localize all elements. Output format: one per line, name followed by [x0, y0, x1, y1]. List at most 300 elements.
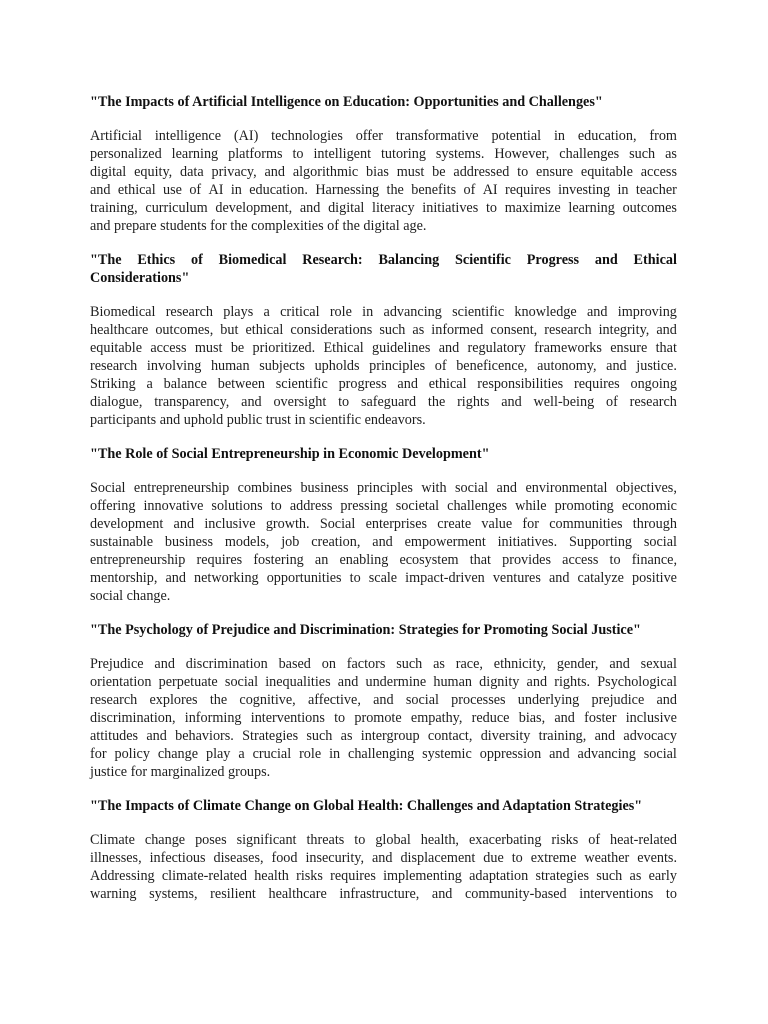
word: innovative: [143, 498, 204, 514]
word: in: [362, 304, 374, 320]
word: knowledge: [514, 304, 577, 320]
word: Balancing: [378, 252, 440, 268]
word: discrimination,: [90, 710, 176, 726]
word: advancing: [383, 304, 442, 320]
word: race,: [455, 656, 483, 672]
word: and: [173, 516, 195, 532]
word: dialogue,: [90, 394, 143, 410]
text-line: participants and uphold public trust in scientific endeavors.: [90, 412, 426, 428]
word: Harnessing: [315, 182, 380, 198]
word: such: [629, 146, 656, 162]
word: justice.: [636, 358, 677, 374]
word: benefits: [411, 182, 457, 198]
word: scientific: [275, 376, 328, 392]
word: potential: [491, 128, 542, 144]
word: perpetuate: [158, 674, 218, 690]
word: investing: [558, 182, 611, 198]
word: threats: [306, 832, 345, 848]
word: informing: [184, 710, 242, 726]
section-heading: [90, 621, 677, 639]
word: curriculum: [145, 200, 208, 216]
word: initiatives: [422, 200, 479, 216]
word: of: [606, 394, 618, 410]
word: subjects: [259, 358, 305, 374]
word: must: [194, 340, 223, 356]
word: equitable: [90, 340, 142, 356]
word: digital: [90, 164, 127, 180]
word: global: [375, 832, 411, 848]
word: requires: [196, 552, 243, 568]
text-line: [90, 145, 677, 163]
word: job: [281, 534, 300, 550]
text-line: [90, 709, 677, 727]
word: combines: [237, 480, 293, 496]
text-line: Considerations": [90, 270, 190, 286]
word: be: [230, 340, 245, 356]
word: equitable: [580, 164, 633, 180]
text-line: [90, 885, 677, 903]
word: underlying: [517, 692, 580, 708]
word: Striking: [90, 376, 136, 392]
text-line: "The Psychology of Prejudice and Discrimination: Strategies for Promoting Social Justice": [90, 622, 641, 638]
word: and: [609, 656, 630, 672]
word: processes: [451, 692, 506, 708]
word: fostering: [253, 552, 304, 568]
word: of: [434, 358, 447, 374]
word: address: [289, 498, 333, 514]
word: prejudice: [591, 692, 645, 708]
word: heat-related: [610, 832, 677, 848]
word: to: [334, 710, 346, 726]
word: oppression: [479, 746, 542, 762]
word: outcomes: [622, 200, 677, 216]
word: that: [469, 552, 491, 568]
word: research: [90, 692, 138, 708]
word: to: [270, 498, 282, 514]
word: systems,: [149, 886, 198, 902]
word: transformative: [395, 128, 479, 144]
word: ethical: [428, 376, 467, 392]
word: change: [157, 746, 199, 762]
text-line: [90, 339, 677, 357]
word: illnesses,: [90, 850, 142, 866]
section-heading: [90, 251, 677, 287]
word: requires: [330, 868, 376, 884]
word: impact-driven: [405, 570, 485, 586]
text-line: [90, 163, 677, 181]
section-heading: [90, 797, 677, 815]
word: change: [144, 832, 186, 848]
word: entrepreneurship: [90, 552, 186, 568]
text-line: [90, 515, 677, 533]
section-paragraph: [90, 303, 677, 429]
word: environmental: [525, 480, 608, 496]
word: such: [596, 868, 623, 884]
word: growth.: [265, 516, 310, 532]
word: challenges: [559, 146, 620, 162]
word: progress: [338, 376, 387, 392]
text-line: [90, 303, 677, 321]
word: enterprises: [365, 516, 428, 532]
word: sexual: [640, 656, 677, 672]
word: and: [431, 886, 453, 902]
word: learning: [171, 146, 219, 162]
word: be: [432, 164, 446, 180]
word: and: [501, 394, 522, 410]
word: promote: [354, 710, 402, 726]
section-paragraph: [90, 831, 677, 903]
word: of: [191, 252, 203, 268]
word: due: [483, 850, 504, 866]
word: diseases,: [213, 850, 264, 866]
word: teacher: [635, 182, 677, 198]
word: critical: [280, 304, 320, 320]
word: Biomedical: [218, 252, 287, 268]
word: inclusive: [625, 710, 677, 726]
word: Social: [319, 516, 356, 532]
word: Scientific: [455, 252, 511, 268]
word: behaviors.: [175, 728, 234, 744]
word: principles: [369, 358, 426, 374]
word: involving: [146, 358, 202, 374]
document-page: [90, 93, 677, 919]
text-line: [90, 127, 677, 145]
word: as: [433, 656, 445, 672]
essay-section: [90, 621, 677, 781]
word: ensure: [610, 340, 648, 356]
word: and: [606, 358, 627, 374]
word: gender,: [556, 656, 599, 672]
word: communities: [549, 516, 623, 532]
word: creation,: [311, 534, 361, 550]
word: and: [586, 304, 608, 320]
word: as: [340, 728, 353, 744]
word: value: [481, 516, 513, 532]
word: catalyze: [577, 570, 624, 586]
word: solutions: [211, 498, 263, 514]
word: Supporting: [568, 534, 633, 550]
word: reduce: [471, 710, 510, 726]
text-line: [90, 181, 677, 199]
word: community-based: [465, 886, 567, 902]
word: training,: [538, 728, 587, 744]
word: adaptation: [469, 868, 529, 884]
word: to: [511, 850, 523, 866]
text-line: [90, 655, 677, 673]
word: inclusive: [204, 516, 256, 532]
word: early: [648, 868, 677, 884]
word: beneficence,: [456, 358, 528, 374]
word: bias,: [518, 710, 546, 726]
word: bias: [366, 164, 389, 180]
word: models,: [224, 534, 270, 550]
word: and: [372, 534, 393, 550]
word: inequalities: [265, 674, 331, 690]
word: privacy,: [211, 164, 257, 180]
word: transparency,: [154, 394, 230, 410]
word: initiatives.: [497, 534, 558, 550]
word: research: [544, 322, 592, 338]
word: a: [146, 376, 153, 392]
word: diversity: [480, 728, 531, 744]
word: challenging: [348, 746, 415, 762]
word: autonomy,: [537, 358, 597, 374]
word: frameworks: [534, 340, 602, 356]
word: an: [314, 552, 329, 568]
word: ecosystem: [399, 552, 459, 568]
word: research: [629, 394, 677, 410]
word: in: [617, 182, 629, 198]
word: affective,: [307, 692, 361, 708]
word: implementing: [383, 868, 462, 884]
word: based: [278, 656, 311, 672]
word: must: [396, 164, 425, 180]
word: equity,: [134, 164, 173, 180]
word: training,: [90, 200, 138, 216]
text-line: [90, 393, 677, 411]
word: plays: [223, 304, 254, 320]
word: Psychological: [597, 674, 677, 690]
word: challenges: [447, 498, 508, 514]
text-line: [90, 831, 677, 849]
word: events.: [637, 850, 677, 866]
word: finance,: [631, 552, 677, 568]
word: while: [515, 498, 547, 514]
word: enabling: [339, 552, 389, 568]
word: and: [526, 674, 548, 690]
word: requires: [505, 182, 551, 198]
word: crucial: [252, 746, 292, 762]
word: platforms: [228, 146, 283, 162]
section-paragraph: [90, 479, 677, 605]
text-line: [90, 867, 677, 885]
word: digital: [328, 200, 365, 216]
word: addressed: [453, 164, 510, 180]
word: social: [643, 534, 677, 550]
word: to: [292, 146, 304, 162]
word: pressing: [340, 498, 388, 514]
word: and: [656, 692, 677, 708]
word: such: [379, 322, 406, 338]
word: social: [455, 480, 489, 496]
word: intelligence: [154, 128, 222, 144]
word: ongoing: [630, 376, 677, 392]
word: food: [271, 850, 298, 866]
word: Artificial: [90, 128, 142, 144]
word: warning: [90, 886, 137, 902]
word: to: [665, 886, 677, 902]
word: empowerment: [404, 534, 486, 550]
word: as: [412, 322, 425, 338]
word: displacement: [400, 850, 476, 866]
word: Climate: [90, 832, 135, 848]
word: healthcare: [268, 886, 327, 902]
word: ethical: [245, 322, 284, 338]
word: insecurity,: [305, 850, 365, 866]
word: play: [205, 746, 231, 762]
word: and: [337, 674, 359, 690]
word: integrity,: [598, 322, 650, 338]
essay-section: [90, 445, 677, 605]
text-line: [90, 691, 677, 709]
word: health: [254, 868, 289, 884]
word: Social: [90, 480, 126, 496]
text-line: "The Impacts of Climate Change on Global Health: Challenges and Adaptation Strategies": [90, 798, 643, 814]
word: informed: [431, 322, 484, 338]
word: (AI): [233, 128, 259, 144]
word: outcomes,: [155, 322, 214, 338]
text-line: [90, 251, 677, 269]
word: positive: [632, 570, 677, 586]
word: foster: [584, 710, 617, 726]
word: and: [241, 394, 262, 410]
word: provides: [502, 552, 551, 568]
word: technologies: [271, 128, 343, 144]
word: regulatory: [467, 340, 526, 356]
word: AI: [482, 182, 498, 198]
section-heading: [90, 93, 677, 111]
word: role: [329, 304, 352, 320]
word: extreme: [530, 850, 577, 866]
word: and: [549, 746, 570, 762]
word: responsibilities: [477, 376, 564, 392]
word: and: [264, 164, 285, 180]
word: poses: [195, 832, 227, 848]
text-line: social change.: [90, 588, 171, 604]
word: development: [90, 516, 164, 532]
word: that: [655, 340, 677, 356]
word: and: [154, 656, 175, 672]
word: contact,: [427, 728, 473, 744]
word: systems.: [435, 146, 485, 162]
word: risks: [551, 832, 579, 848]
word: policy: [114, 746, 150, 762]
word: role: [299, 746, 322, 762]
essay-section: [90, 797, 677, 903]
word: social: [405, 692, 439, 708]
word: access: [640, 164, 677, 180]
word: Ethical: [633, 252, 677, 268]
section-paragraph: [90, 127, 677, 235]
document-body: [90, 93, 677, 903]
word: research: [90, 358, 138, 374]
word: advancing: [577, 746, 636, 762]
word: access: [562, 552, 599, 568]
word: and: [548, 570, 570, 586]
word: intelligent: [313, 146, 372, 162]
word: business: [164, 534, 213, 550]
text-line: [90, 497, 677, 515]
word: empathy,: [410, 710, 463, 726]
word: from: [649, 128, 677, 144]
word: such: [396, 656, 423, 672]
word: strategies: [535, 868, 590, 884]
word: and: [496, 480, 518, 496]
word: Progress: [526, 252, 580, 268]
word: business: [300, 480, 349, 496]
word: of: [588, 832, 601, 848]
word: in: [329, 746, 341, 762]
word: Research:: [302, 252, 363, 268]
word: mentorship,: [90, 570, 158, 586]
text-line: [90, 533, 677, 551]
text-line: justice for marginalized groups.: [90, 764, 271, 780]
word: education.: [249, 182, 308, 198]
word: explores: [149, 692, 198, 708]
word: improving: [617, 304, 677, 320]
word: to: [517, 164, 529, 180]
word: but: [220, 322, 239, 338]
word: social: [224, 674, 259, 690]
word: in: [230, 182, 242, 198]
word: the: [386, 182, 404, 198]
word: societal: [395, 498, 440, 514]
word: upholds: [314, 358, 360, 374]
text-line: [90, 727, 677, 745]
word: to: [349, 570, 361, 586]
text-line: [90, 745, 677, 763]
word: the: [427, 394, 446, 410]
word: infrastructure,: [339, 886, 420, 902]
word: to: [485, 200, 498, 216]
word: climate-related: [161, 868, 247, 884]
word: well-being: [533, 394, 595, 410]
word: interventions: [250, 710, 325, 726]
word: Ethical: [323, 340, 364, 356]
word: significant: [236, 832, 297, 848]
word: discrimination: [185, 656, 268, 672]
text-line: [90, 849, 677, 867]
section-paragraph: [90, 655, 677, 781]
word: infectious: [149, 850, 206, 866]
section-heading: [90, 445, 677, 463]
word: access: [150, 340, 187, 356]
word: Biomedical: [90, 304, 156, 320]
word: to: [338, 394, 350, 410]
text-line: [90, 569, 677, 587]
word: factors: [346, 656, 386, 672]
word: requires: [574, 376, 620, 392]
word: weather: [584, 850, 630, 866]
word: maximize: [504, 200, 561, 216]
word: advocacy: [623, 728, 677, 744]
word: and: [146, 728, 167, 744]
word: interventions: [579, 886, 654, 902]
text-line: [90, 551, 677, 569]
word: Addressing: [90, 868, 155, 884]
word: of: [189, 182, 202, 198]
word: economic: [621, 498, 677, 514]
word: use: [163, 182, 182, 198]
essay-section: [90, 251, 677, 429]
word: in: [553, 128, 565, 144]
word: orientation: [90, 674, 152, 690]
word: However,: [494, 146, 550, 162]
word: risks: [296, 868, 323, 884]
word: as: [665, 146, 677, 162]
text-line: "The Impacts of Artificial Intelligence on Education: Opportunities and Challenges": [90, 94, 603, 110]
word: a: [263, 304, 270, 320]
word: health,: [420, 832, 459, 848]
word: algorithmic: [292, 164, 359, 180]
word: to: [609, 552, 621, 568]
word: rights.: [554, 674, 591, 690]
word: objectives,: [615, 480, 677, 496]
word: social: [643, 746, 677, 762]
word: offering: [90, 498, 136, 514]
word: rights: [457, 394, 490, 410]
word: data: [180, 164, 204, 180]
